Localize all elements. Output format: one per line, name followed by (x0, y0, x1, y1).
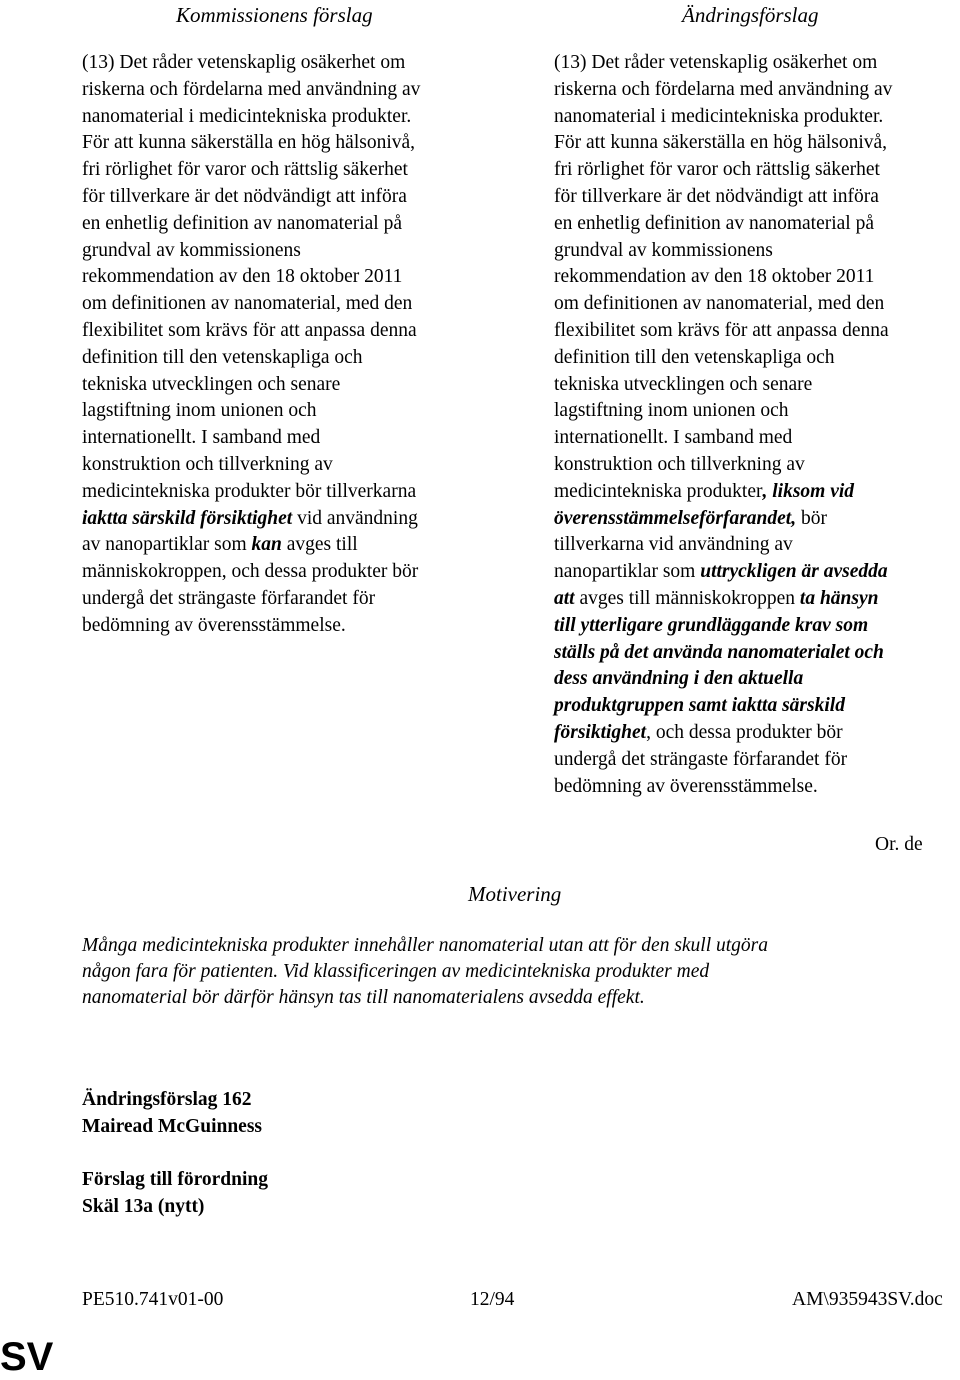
text-segment: undergå det strängaste förfarandet för (554, 748, 848, 770)
text-segment: riskerna och fördelarna med användning av (82, 78, 421, 100)
text-line (82, 157, 502, 184)
text-segment: vid användning (292, 507, 418, 529)
text-line (554, 238, 960, 265)
text-line (554, 559, 960, 586)
text-segment: nanopartiklar som (554, 561, 701, 583)
text-line (554, 398, 960, 425)
text-segment: bedömning av överensstämmelse. (82, 614, 346, 636)
text-line (554, 774, 960, 801)
text-segment: om definitionen av nanomaterial, med den (554, 293, 885, 315)
text-line (554, 157, 960, 184)
text-line (82, 184, 502, 211)
text-line (554, 291, 960, 318)
text-segment: flexibilitet som krävs för att anpassa denna (554, 319, 889, 341)
text-line (554, 452, 960, 479)
text-segment: medicintekniska produkter bör tillverkarna (82, 480, 417, 502)
text-line (82, 211, 502, 238)
text-segment: nanomaterial i medicintekniska produkter. (82, 105, 412, 127)
text-segment: , och dessa produkter bör (646, 721, 843, 743)
text-line (554, 506, 960, 533)
text-line (554, 532, 960, 559)
footer-document-name: AM\935943SV.doc (792, 1289, 943, 1310)
text-segment: avges till människokroppen (574, 587, 800, 609)
text-line (554, 747, 960, 774)
text-segment: riskerna och fördelarna med användning av (554, 78, 893, 100)
inserted-text: försiktighet (554, 721, 647, 743)
text-segment: om definitionen av nanomaterial, med den (82, 293, 413, 315)
inserted-text: uttryckligen är avsedda (700, 561, 888, 583)
text-line (554, 318, 960, 345)
text-line (554, 345, 960, 372)
text-line (82, 452, 502, 479)
amendment-number: Ändringsförslag 162 (82, 1089, 252, 1110)
text-segment: internationellt. I samband med (82, 427, 321, 449)
next-proposal-block (82, 1167, 268, 1220)
text-segment: tekniska utvecklingen och senare (82, 373, 341, 395)
text-line (82, 264, 502, 291)
text-segment: konstruktion och tillverkning av (82, 453, 333, 475)
text-segment: för tillverkare är det nödvändigt att införa (554, 185, 879, 207)
text-line (82, 345, 502, 372)
text-segment: grundval av kommissionens (554, 239, 773, 261)
text-segment: rekommendation av den 18 oktober 2011 (554, 266, 875, 288)
text-line (82, 398, 502, 425)
text-line (82, 318, 502, 345)
text-line (82, 238, 502, 265)
text-line (554, 613, 960, 640)
inserted-text: till ytterligare grundläggande krav som (554, 614, 869, 636)
text-line (554, 77, 960, 104)
text-segment: rekommendation av den 18 oktober 2011 (82, 266, 403, 288)
text-line (554, 640, 960, 667)
text-line (554, 425, 960, 452)
inserted-text: kan (251, 534, 282, 556)
text-line (554, 104, 960, 131)
text-line (82, 586, 502, 613)
text-line (82, 372, 502, 399)
text-line (554, 211, 960, 238)
inserted-text: iaktta särskild försiktighet (82, 507, 293, 529)
text-line (554, 264, 960, 291)
text-line (82, 479, 502, 506)
text-segment: bedömning av överensstämmelse. (554, 775, 818, 797)
text-line (82, 50, 502, 77)
text-line (82, 532, 502, 559)
text-segment: (13) Det råder vetenskaplig osäkerhet om (82, 52, 406, 73)
text-segment: undergå det strängaste förfarandet för (82, 587, 376, 609)
text-segment: internationellt. I samband med (554, 427, 793, 449)
text-segment: medicintekniska produkter (554, 480, 763, 502)
text-segment: definition till den vetenskapliga och (82, 346, 363, 368)
text-segment: tekniska utvecklingen och senare (554, 373, 813, 395)
text-line (82, 425, 502, 452)
inserted-text: att (554, 587, 575, 609)
justification-line: nanomaterial bör därför hänsyn tas till nanomaterialens avsedda effekt. (82, 987, 645, 1008)
justification-line: Många medicintekniska produkter innehåller nanomaterial utan att för den skull utgöra (82, 935, 769, 956)
commission-proposal-text (82, 50, 502, 640)
left-column-heading: Kommissionens förslag (176, 3, 373, 27)
text-segment: grundval av kommissionens (82, 239, 301, 261)
justification-line: någon fara för patienten. Vid klassificeringen av medicintekniska produkter med (82, 961, 710, 982)
inserted-text: ställs på det använda nanomaterialet och (554, 641, 884, 663)
text-line (82, 130, 502, 157)
text-segment: nanomaterial i medicintekniska produkter. (554, 105, 884, 127)
text-segment: För att kunna säkerställa en hög hälsonivå, (554, 132, 888, 154)
text-segment: lagstiftning inom unionen och (554, 400, 789, 422)
text-segment: (13) Det råder vetenskaplig osäkerhet om (554, 52, 878, 73)
text-line (82, 104, 502, 131)
text-line (554, 184, 960, 211)
text-segment: en enhetlig definition av nanomaterial på (554, 212, 875, 234)
text-segment: för tillverkare är det nödvändigt att införa (82, 185, 407, 207)
inserted-text: överensstämmelseförfarandet, (554, 507, 797, 529)
text-segment: en enhetlig definition av nanomaterial på (82, 212, 403, 234)
text-line (82, 291, 502, 318)
footer-page-number: 12/94 (470, 1289, 515, 1310)
next-amendment-block (82, 1087, 262, 1140)
text-line (554, 586, 960, 613)
inserted-text: , liksom vid (762, 480, 855, 502)
amendment-text (554, 50, 960, 800)
text-segment: För att kunna säkerställa en hög hälsonivå, (82, 132, 416, 154)
proposal-recital: Skäl 13a (nytt) (82, 1195, 205, 1217)
text-segment: av nanopartiklar som (82, 534, 252, 556)
text-segment: bör (796, 507, 827, 529)
text-segment: människokroppen, och dessa produkter bör (82, 561, 419, 583)
language-code: SV (0, 1335, 54, 1379)
text-segment: tillverkarna vid användning av (554, 534, 793, 556)
text-line (554, 372, 960, 399)
inserted-text: produktgruppen samt iaktta särskild (554, 695, 845, 717)
text-line (82, 559, 502, 586)
text-line (82, 506, 502, 533)
text-line (554, 479, 960, 506)
text-segment: avges till (281, 534, 358, 556)
footer-reference: PE510.741v01-00 (82, 1289, 224, 1310)
amendment-author: Mairead McGuinness (82, 1115, 263, 1137)
inserted-text: dess användning i den aktuella (554, 668, 804, 690)
text-segment: fri rörlighet för varor och rättslig säkerhet (82, 159, 408, 181)
justification-text (82, 933, 942, 1011)
text-segment: definition till den vetenskapliga och (554, 346, 835, 368)
text-segment: lagstiftning inom unionen och (82, 400, 317, 422)
original-language-label: Or. de (875, 834, 923, 855)
proposal-title: Förslag till förordning (82, 1169, 268, 1190)
text-line (554, 693, 960, 720)
justification-heading: Motivering (468, 882, 562, 906)
inserted-text: ta hänsyn (799, 587, 879, 609)
text-line (554, 50, 960, 77)
text-line (554, 666, 960, 693)
text-line (82, 77, 502, 104)
right-column-heading: Ändringsförslag (682, 3, 819, 27)
text-line (82, 613, 502, 640)
text-line (554, 130, 960, 157)
text-segment: flexibilitet som krävs för att anpassa denna (82, 319, 417, 341)
text-segment: fri rörlighet för varor och rättslig säkerhet (554, 159, 880, 181)
text-segment: konstruktion och tillverkning av (554, 453, 805, 475)
text-line (554, 720, 960, 747)
